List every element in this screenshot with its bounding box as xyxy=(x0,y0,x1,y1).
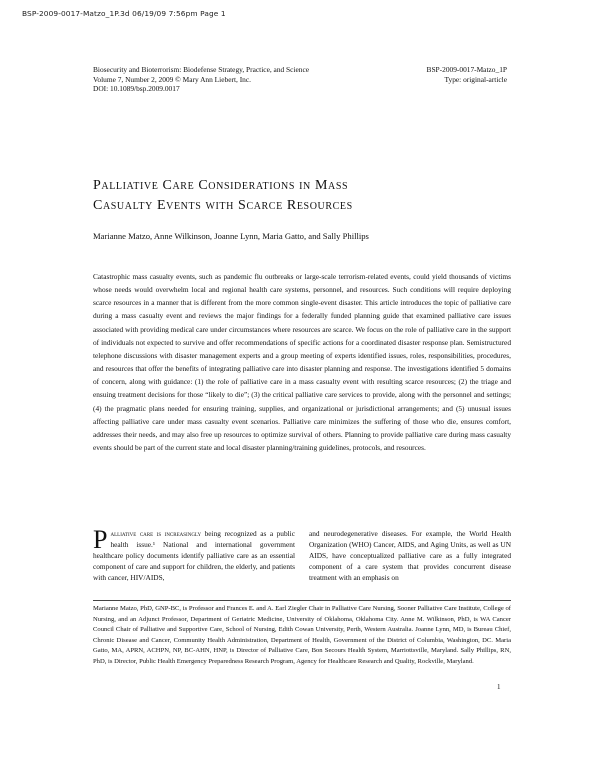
title-line-2: Casualty Events with Scarce Resources xyxy=(93,198,353,213)
lead-in-small-caps: alliative care is increasingly xyxy=(110,529,202,538)
article-title xyxy=(93,176,513,216)
article-meta xyxy=(427,65,507,84)
journal-name: Biosecurity and Bioterrorism: Biodefense Strategy, Practice, and Science xyxy=(93,65,310,74)
print-slug: BSP-2009-0017-Matzo_1P.3d 06/19/09 7:56pm Page 1 xyxy=(22,9,226,18)
body-column-left xyxy=(93,525,295,583)
journal-doi: DOI: 10.1089/bsp.2009.0017 xyxy=(93,84,180,94)
title-line-1: Palliative Care Considerations in Mass xyxy=(93,178,349,193)
author-affiliations-footnote: Marianne Matzo, PhD, GNP-BC, is Professor and Frances E. and A. Earl Ziegler Chair in Palliative Care Nursing, Sooner Palliative Care Institute, College of Nursing, and an Adjunct Professor, Department of Geriatric Medicine, University of Oklahoma, Oklahoma City. Anne M. Wilkinson, PhD, is WA Cancer Council Chair of Palliative and Supportive Care, School of Nursing, Edith Cowan University, Perth, Western Australia. Joanne Lynn, MD, is Bureau Chief, Chronic Disease and Cancer, Community Health Administration, Department of Health, Government of the District of Columbia, Washington, DC. Maria Gatto, MA, APRN, ACHPN, NP, BC-AHN, HNP, is Director of Palliative Care, Bon Secours Health System, Marriottsville, Maryland. Sally Phillips, RN, PhD, is Director, Public Health Emergency Preparedness Research Program, Agency for Healthcare Research and Quality, Rockville, Maryland. xyxy=(93,605,511,665)
page-number: 1 xyxy=(497,683,501,691)
article-type: Type: original-article xyxy=(444,74,507,84)
article-id: BSP-2009-0017-Matzo_1P xyxy=(426,65,507,74)
drop-cap: P xyxy=(93,525,108,554)
abstract: Catastrophic mass casualty events, such as pandemic flu outbreaks or large-scale terrorism-related events, could yield thousands of victims whose needs would overwhelm local and regional health care systems, personnel, and resources. Such conditions will require deploying scarce resources in a manner that is different from the more common single-event disaster. This article introduces the topic of palliative care during a mass casualty event and reviews the major findings for a federally funded planning guide that examined palliative care issues associated with providing medical care under circumstances where resources are scarce. We focus on the role of palliative care in the support of individuals not expected to survive and offer recommendations of specific actions for a coordinated disaster response plan. Semistructured telephone discussions with disaster management experts and a group meeting of experts identified issues, roles, responsibilities, procedures, and resources that offer the benefits of integrating palliative care into disaster planning and response. The investigations identified 5 domains of concern, along with guidance: (1) the role of palliative care in a mass casualty event with resulting scarce resources; (2) the triage and ensuing treatment decisions for those “likely to die”; (3) the critical palliative care services to provide, along with the personnel and settings; (4) the pragmatic plans needed for ensuring training, supplies, and organizational or jurisdictional arrangements; and (5) unusual issues affecting palliative care under mass casualty event scenarios. Palliative care minimizes the suffering of those who die, ensures comfort, addresses their needs, and may also free up resources to optimize survival of others. Planning to provide palliative care during mass casualty events should be part of the current state and local disaster planning/training guidelines, protocols, and resources. xyxy=(93,272,511,453)
journal-volume: Volume 7, Number 2, 2009 © Mary Ann Liebert, Inc. xyxy=(93,74,251,84)
journal-info xyxy=(93,65,309,94)
body-column-right xyxy=(309,528,511,583)
author-list: Marianne Matzo, Anne Wilkinson, Joanne Lynn, Maria Gatto, and Sally Phillips xyxy=(93,231,369,241)
footnote-divider xyxy=(93,600,511,601)
body-right-text: and neurodegenerative diseases. For example, the World Health Organization (WHO) Cancer, AIDS, and Aging Units, as well as UN AIDS, have conceptualized palliative care as a fully integrated component of a care system that provides concurrent disease treatment with an emphasis on xyxy=(309,529,511,582)
body-left-text: being recognized as a public health issue.¹ National and international government healthcare policy documents identify palliative care as an essential component of care and support for children, the elderly, and patients with cancer, HIV/AIDS, xyxy=(93,529,295,582)
